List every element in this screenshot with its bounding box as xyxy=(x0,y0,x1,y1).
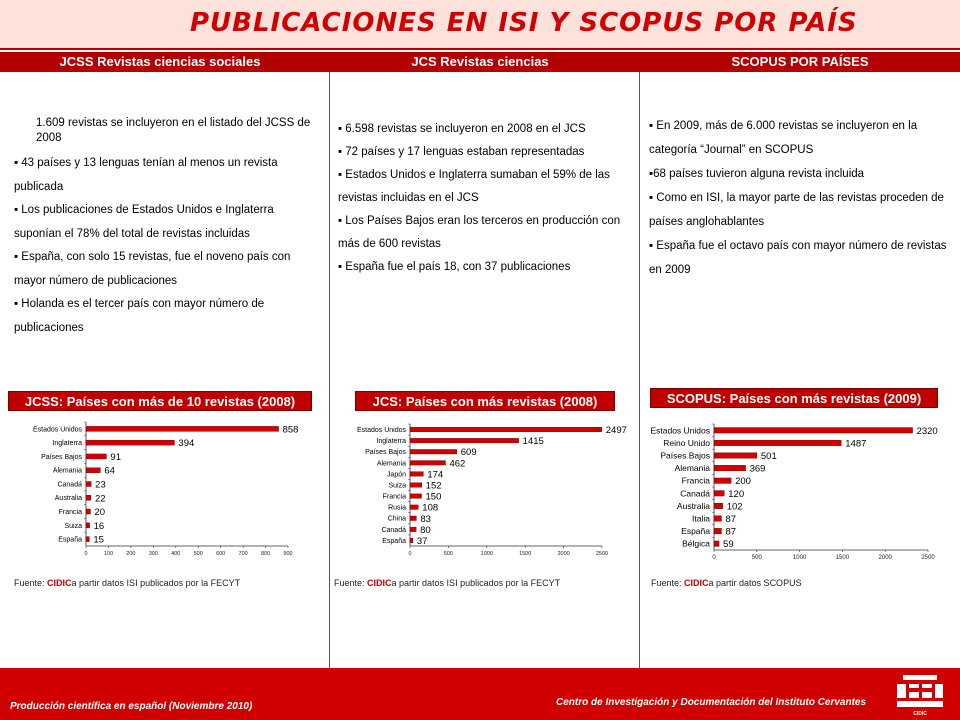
bar xyxy=(714,503,723,509)
bar xyxy=(86,509,90,514)
bar xyxy=(410,516,416,521)
category-label: Canadá xyxy=(680,488,710,499)
data-label: 16 xyxy=(93,520,105,532)
category-label: España xyxy=(382,537,406,545)
source-note-jcss xyxy=(14,578,240,588)
bullets-jcss xyxy=(14,116,314,340)
category-label: Italia xyxy=(692,513,710,524)
logo-caption: CIDIC xyxy=(913,711,927,717)
category-label: Alemania xyxy=(674,463,710,474)
data-label: 200 xyxy=(735,476,751,488)
bar xyxy=(410,483,422,488)
category-label: Alemania xyxy=(376,460,406,468)
data-label: 369 xyxy=(749,463,766,475)
data-label: 152 xyxy=(425,480,442,492)
source-prefix: Fuente: xyxy=(14,578,48,588)
bar xyxy=(86,495,91,500)
x-tick-label: 300 xyxy=(148,551,158,557)
bar xyxy=(86,482,91,487)
data-label: 59 xyxy=(723,539,734,551)
category-label: Canadá xyxy=(381,526,406,534)
bullets-scopus xyxy=(649,114,949,282)
bar xyxy=(86,468,100,473)
x-tick-label: 0 xyxy=(84,551,88,557)
data-label: 80 xyxy=(420,524,431,536)
source-prefix: Fuente: xyxy=(651,578,685,588)
bar xyxy=(86,440,174,445)
data-label: 20 xyxy=(94,507,106,519)
bar xyxy=(86,454,106,459)
category-label: Inglaterra xyxy=(376,438,406,446)
bar xyxy=(410,438,519,443)
x-tick-label: 2500 xyxy=(595,551,609,557)
data-label: 23 xyxy=(95,479,106,491)
bar xyxy=(86,523,90,528)
category-label: Japón xyxy=(386,471,406,479)
category-label: Países Bajos xyxy=(365,449,406,457)
bullet-item: ▪ Los publicaciones de Estados Unidos e Inglaterra suponían el 78% del total de revistas incluidas xyxy=(14,204,274,240)
chart-title-scopus: SCOPUS: Países con más revistas (2009) xyxy=(650,388,938,408)
footer-right-text: Centro de Investigación y Documentación del Instituto Cervantes xyxy=(556,697,867,708)
chart-title-jcs: JCS: Países con más revistas (2008) xyxy=(355,391,615,411)
bullet-item: ▪ 72 países y 17 lenguas estaban representadas xyxy=(338,146,585,158)
bar xyxy=(410,538,413,543)
category-label: España xyxy=(58,536,82,544)
data-label: 2320 xyxy=(916,425,938,437)
source-suffix: a partir datos SCOPUS xyxy=(708,578,802,588)
category-label: Países Bajos xyxy=(660,450,710,461)
source-org: CIDIC xyxy=(684,578,709,588)
source-org: CIDIC xyxy=(47,578,72,588)
x-tick-label: 2000 xyxy=(878,555,892,561)
footer-left-text: Producción científica en español (Noviembre 2010) xyxy=(10,701,253,712)
bar xyxy=(410,449,457,454)
x-tick-label: 2000 xyxy=(557,551,570,557)
category-label: Suiza xyxy=(388,482,406,490)
x-tick-label: 500 xyxy=(193,551,203,557)
category-label: Estados Unidos xyxy=(356,426,406,434)
bar xyxy=(410,505,418,510)
source-suffix: a partir datos ISI publicados por la FECYT xyxy=(391,578,561,588)
data-label: 64 xyxy=(104,465,115,477)
x-tick-label: 0 xyxy=(712,555,716,561)
column-divider xyxy=(639,72,640,668)
data-label: 609 xyxy=(460,447,477,459)
bar xyxy=(86,426,279,431)
x-tick-label: 500 xyxy=(751,555,762,561)
data-label: 1487 xyxy=(845,438,867,450)
x-tick-label: 400 xyxy=(171,551,181,557)
x-tick-label: 800 xyxy=(260,551,271,557)
column-divider xyxy=(329,72,330,668)
data-label: 120 xyxy=(728,488,745,500)
category-label: Francia xyxy=(382,493,406,501)
bullet-item: ▪ España fue el octavo país con mayor número de revistas en 2009 xyxy=(649,240,947,276)
bar xyxy=(714,516,721,522)
data-label: 87 xyxy=(725,526,737,538)
category-label: Alemania xyxy=(52,467,82,475)
x-tick-label: 500 xyxy=(443,551,453,557)
data-label: 83 xyxy=(420,513,431,525)
bullet-item: 1.609 revistas se incluyeron en el listado del JCSS de 2008 xyxy=(36,117,311,144)
bar xyxy=(714,491,724,497)
source-suffix: a partir datos ISI publicados por la FECYT xyxy=(71,578,241,588)
category-label: Francia xyxy=(681,475,710,486)
bar xyxy=(714,428,913,434)
bullet-item: ▪ España, con solo 15 revistas, fue el noveno país con mayor número de publicaciones xyxy=(14,251,291,287)
bullet-item: ▪ España fue el país 18, con 37 publicaciones xyxy=(338,261,571,273)
bar xyxy=(410,427,602,432)
bar xyxy=(410,527,416,532)
bar xyxy=(714,465,746,471)
bullet-item: ▪ 43 países y 13 lenguas tenían al menos un revista publicada xyxy=(14,157,278,193)
bar xyxy=(86,537,89,542)
source-org: CIDIC xyxy=(367,578,392,588)
data-label: 108 xyxy=(422,502,439,514)
x-tick-label: 1000 xyxy=(480,551,493,557)
column-headers xyxy=(0,52,960,72)
bullet-item: ▪ En 2009, más de 6.000 revistas se incluyeron en la categoría “Journal” en SCOPUS xyxy=(649,120,918,156)
data-label: 15 xyxy=(93,534,104,546)
data-label: 102 xyxy=(726,501,743,513)
source-prefix: Fuente: xyxy=(334,578,368,588)
footer xyxy=(0,668,960,720)
category-label: Australia xyxy=(54,495,82,503)
column-header-jcss: JCSS Revistas ciencias sociales xyxy=(59,54,261,69)
logo-mark xyxy=(897,675,943,707)
bullet-item: ▪68 países tuvieron alguna revista incluida xyxy=(649,168,865,180)
data-label: 37 xyxy=(416,535,428,547)
column-header-scopus: SCOPUS POR PAÍSES xyxy=(731,54,869,69)
chart-scopus xyxy=(640,416,960,570)
category-label: Suiza xyxy=(64,522,82,530)
x-tick-label: 2500 xyxy=(921,555,935,561)
bullet-item: ▪ Holanda es el tercer país con mayor número de publicaciones xyxy=(14,298,265,334)
bar xyxy=(714,453,757,459)
bullets-jcs xyxy=(338,118,638,279)
x-tick-label: 1500 xyxy=(519,551,532,557)
category-label: China xyxy=(387,515,406,523)
data-label: 858 xyxy=(282,424,299,436)
x-tick-label: 0 xyxy=(408,551,412,557)
bar xyxy=(714,440,841,446)
column-header-jcs: JCS Revistas ciencias xyxy=(411,54,549,69)
data-label: 150 xyxy=(425,491,442,503)
data-label: 2497 xyxy=(605,425,627,437)
bar xyxy=(714,528,721,534)
data-label: 501 xyxy=(760,451,777,462)
chart-title-jcss: JCSS: Países con más de 10 revistas (2008) xyxy=(8,391,312,411)
x-tick-label: 1500 xyxy=(835,555,850,561)
category-label: Canadá xyxy=(57,481,82,489)
bar xyxy=(410,494,422,499)
category-label: Reino Unido xyxy=(663,437,710,448)
data-label: 174 xyxy=(427,469,444,481)
category-label: Países Bajos xyxy=(41,453,82,461)
source-note-scopus xyxy=(651,578,802,588)
category-label: Estados Unidos xyxy=(650,425,710,436)
x-tick-label: 700 xyxy=(238,551,248,557)
data-label: 1415 xyxy=(522,436,544,448)
category-label: Inglaterra xyxy=(52,440,82,448)
category-label: Australia xyxy=(676,500,710,511)
data-label: 91 xyxy=(110,451,122,463)
bar xyxy=(714,478,731,484)
data-label: 394 xyxy=(178,438,195,450)
bar xyxy=(410,472,423,477)
x-tick-label: 1000 xyxy=(792,555,807,561)
page-title: PUBLICACIONES EN ISI Y SCOPUS POR PAÍS xyxy=(190,8,858,38)
chart-jcs xyxy=(330,416,630,564)
cervantes-logo xyxy=(895,672,945,718)
title-bar xyxy=(0,0,960,50)
category-label: Bélgica xyxy=(682,538,710,549)
x-tick-label: 100 xyxy=(103,551,114,557)
category-label: Rusia xyxy=(388,504,406,512)
bullet-item: ▪ 6.598 revistas se incluyeron en 2008 en el JCS xyxy=(338,123,586,135)
category-label: España xyxy=(681,526,710,537)
data-label: 87 xyxy=(725,514,737,525)
bullet-item: ▪ Como en ISI, la mayor parte de las revistas proceden de países anglohablantes xyxy=(649,192,944,228)
chart-jcss xyxy=(0,416,320,564)
source-note-jcs xyxy=(334,578,560,588)
x-tick-label: 600 xyxy=(216,551,226,557)
x-tick-label: 900 xyxy=(283,551,293,557)
data-label: 462 xyxy=(449,458,466,470)
x-tick-label: 200 xyxy=(126,551,136,557)
bullet-item: ▪ Los Países Bajos eran los terceros en producción con más de 600 revistas xyxy=(338,215,621,250)
bar xyxy=(714,541,719,547)
category-label: Francia xyxy=(58,509,82,517)
bullet-item: ▪ Estados Unidos e Inglaterra sumaban el 59% de las revistas incluidas en el JCS xyxy=(338,169,610,204)
data-label: 22 xyxy=(94,493,106,505)
bar xyxy=(410,461,445,466)
category-label: Estados Unidos xyxy=(32,426,82,434)
